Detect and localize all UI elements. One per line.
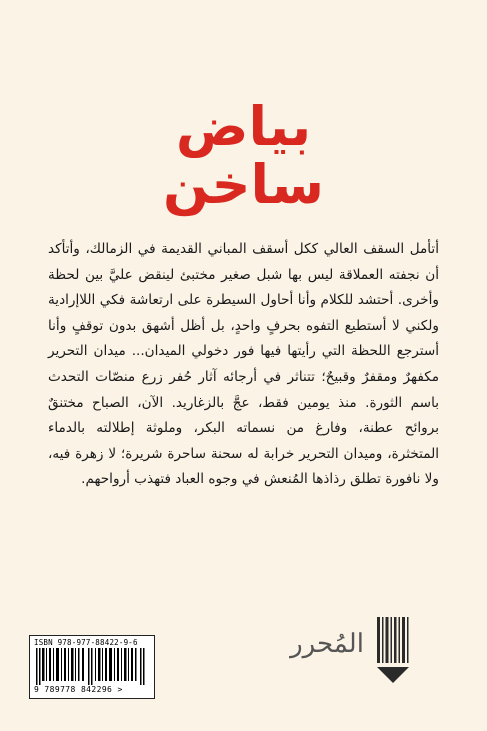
book-title-line-2: ساخن [163, 153, 324, 216]
book-title [0, 95, 487, 216]
barcode-bars [36, 648, 148, 685]
isbn-label: ISBN 978-977-88422-9-6 [34, 638, 138, 647]
blurb-paragraph: أتأمل السقف العالي ككل أسقف المباني القديمة في الزمالك، وأتأكد أن نجفته العملاقة ليس بها شبل صغير مختبئ لينقض عليَّ بين لحظة وأخرى. أحتشد للكلام وأنا أحاول السيطرة على ارتعاشة فكي اللاإرادية ولكني لا أستطيع التفوه بحرفٍ واحدٍ، بل أظل أشهق بدون توقفٍ وأنا أسترجع اللحظة التي رأيتها فيها فور دخولي الميدان... ميدان التحرير مكفهرٌ ومقفرٌ وقبيحٌ؛ تتناثر في أرجائه آثار حُفر زرع منصّات التحدث باسم الثورة. منذ يومين فقط، عجَّ بالزغاريد. الآن، الصباح مختنقٌ بروائح عطنة، وفارغ من نسماته البكر، وملوثة إطلالته بالدماء المتخثرة، وميدان التحرير خرابة له سحنة ساحرة شريرة؛ لا زهرة فيه، ولا نافورة تطلق رذاذها المُنعش في وجوه العباد فتهذب أرواحهم. [48, 241, 439, 488]
book-title-line-1: بياض [175, 95, 312, 158]
isbn-barcode [29, 635, 155, 699]
publisher-mark [285, 615, 415, 685]
back-cover-blurb [48, 237, 439, 493]
isbn-digits: 9 789778 842296 > [34, 685, 123, 694]
pencil-barcode-icon [373, 615, 413, 685]
publisher-name: المُحرر [290, 629, 364, 659]
